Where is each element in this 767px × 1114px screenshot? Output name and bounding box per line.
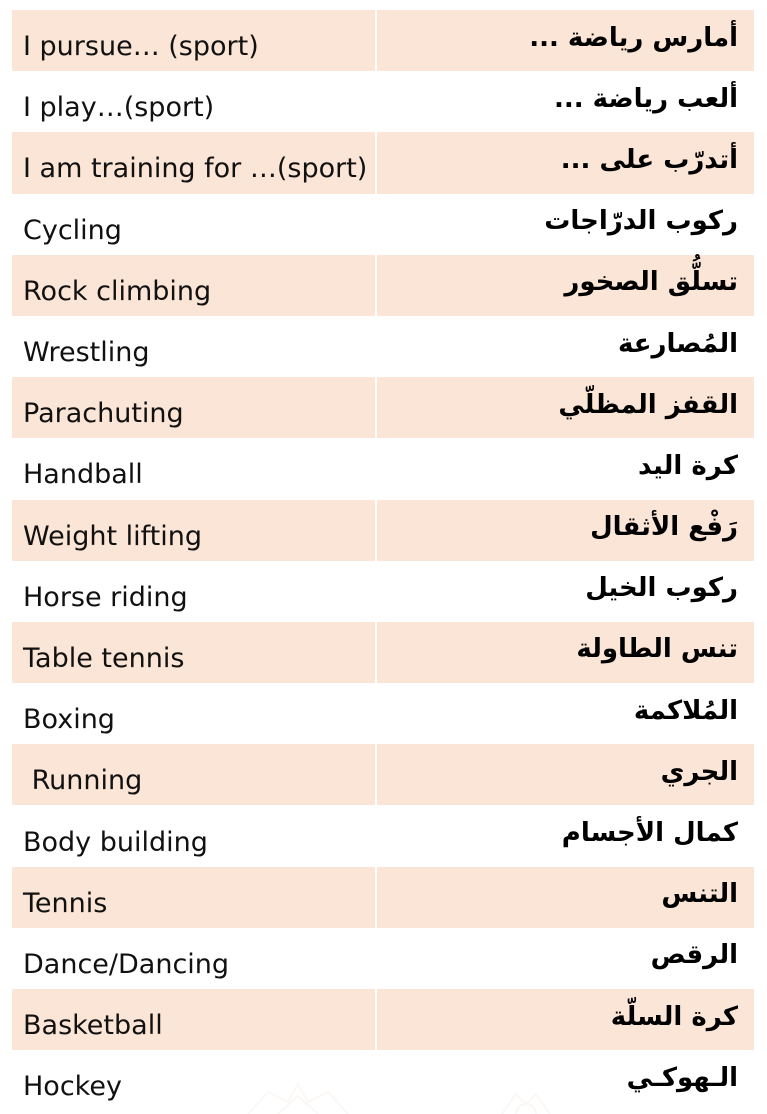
table-row bbox=[12, 500, 754, 561]
arabic-cell bbox=[376, 928, 754, 989]
ornament-watermark-icon bbox=[496, 1080, 556, 1114]
english-term: Body building bbox=[23, 826, 208, 858]
table-row bbox=[12, 194, 754, 255]
arabic-cell bbox=[376, 867, 754, 928]
english-term: Handball bbox=[23, 459, 143, 491]
table-row bbox=[12, 377, 754, 438]
arabic-cell bbox=[376, 438, 754, 499]
arabic-term: كرة السلّة bbox=[610, 1001, 738, 1032]
english-term: Dance/Dancing bbox=[23, 948, 230, 980]
arabic-cell bbox=[376, 132, 754, 193]
arabic-term: كمال الأجسام bbox=[561, 818, 738, 849]
table-row bbox=[12, 622, 754, 683]
table-row bbox=[12, 10, 754, 71]
arabic-term: ركوب الخيل bbox=[585, 573, 738, 604]
english-term: Tennis bbox=[23, 887, 108, 919]
english-cell bbox=[12, 928, 376, 989]
arabic-term: الجري bbox=[660, 756, 738, 787]
table-row bbox=[12, 683, 754, 744]
english-term: Rock climbing bbox=[23, 275, 212, 307]
arabic-cell bbox=[376, 1050, 754, 1111]
arabic-term: الـهوكـي bbox=[626, 1062, 738, 1093]
arabic-term: أتدرّب على ... bbox=[560, 144, 738, 175]
arabic-term: التنس bbox=[661, 879, 738, 910]
arabic-term: المُلاكمة bbox=[633, 695, 738, 726]
english-cell bbox=[12, 989, 376, 1050]
table-row bbox=[12, 805, 754, 866]
english-term: I play…(sport) bbox=[23, 92, 215, 124]
arabic-cell bbox=[376, 500, 754, 561]
english-cell bbox=[12, 194, 376, 255]
arabic-term: رَفْع الأثقال bbox=[590, 512, 738, 543]
table-row bbox=[12, 71, 754, 132]
table-row bbox=[12, 1050, 754, 1111]
arabic-term: تسلُّق الصخور bbox=[564, 267, 738, 298]
english-cell bbox=[12, 622, 376, 683]
arabic-cell bbox=[376, 255, 754, 316]
english-cell bbox=[12, 561, 376, 622]
english-term: Basketball bbox=[23, 1010, 163, 1042]
table-row bbox=[12, 438, 754, 499]
arabic-cell bbox=[376, 744, 754, 805]
english-term: I am training for …(sport) bbox=[23, 153, 368, 185]
table-row bbox=[12, 744, 754, 805]
table-row bbox=[12, 255, 754, 316]
english-cell bbox=[12, 316, 376, 377]
arabic-term: المُصارعة bbox=[618, 328, 738, 359]
english-cell bbox=[12, 71, 376, 132]
english-cell bbox=[12, 744, 376, 805]
arabic-cell bbox=[376, 194, 754, 255]
arabic-cell bbox=[376, 10, 754, 71]
table-row bbox=[12, 132, 754, 193]
english-cell bbox=[12, 867, 376, 928]
arabic-term: ألعب رياضة ... bbox=[554, 83, 738, 114]
english-term: Wrestling bbox=[23, 337, 150, 369]
english-cell bbox=[12, 500, 376, 561]
english-term: I pursue… (sport) bbox=[23, 31, 259, 63]
arabic-cell bbox=[376, 71, 754, 132]
english-cell bbox=[12, 132, 376, 193]
arabic-term: ركوب الدرّاجات bbox=[544, 206, 738, 237]
arabic-cell bbox=[376, 805, 754, 866]
english-term: Parachuting bbox=[23, 398, 184, 430]
sports-vocabulary-table bbox=[12, 10, 754, 1111]
arabic-term: كرة اليد bbox=[637, 450, 738, 481]
english-cell bbox=[12, 10, 376, 71]
arabic-term: القفز المظلّي bbox=[558, 389, 738, 420]
arabic-term: الرقص bbox=[650, 940, 738, 971]
english-cell bbox=[12, 438, 376, 499]
arabic-cell bbox=[376, 377, 754, 438]
english-term: Running bbox=[23, 765, 143, 797]
arabic-cell bbox=[376, 989, 754, 1050]
table-row bbox=[12, 867, 754, 928]
arabic-term: أمارس رياضة ... bbox=[529, 22, 738, 53]
table-row bbox=[12, 989, 754, 1050]
table-row bbox=[12, 316, 754, 377]
english-term: Hockey bbox=[23, 1071, 122, 1103]
arabic-cell bbox=[376, 622, 754, 683]
english-cell bbox=[12, 683, 376, 744]
arabic-cell bbox=[376, 683, 754, 744]
table-row bbox=[12, 561, 754, 622]
english-cell bbox=[12, 805, 376, 866]
table-row bbox=[12, 928, 754, 989]
arabic-cell bbox=[376, 561, 754, 622]
english-cell bbox=[12, 377, 376, 438]
arabic-term: تنس الطاولة bbox=[576, 634, 738, 665]
english-term: Horse riding bbox=[23, 581, 188, 613]
english-term: Cycling bbox=[23, 214, 122, 246]
english-term: Table tennis bbox=[23, 642, 185, 674]
ornament-watermark-icon bbox=[238, 1080, 358, 1114]
english-term: Boxing bbox=[23, 704, 115, 736]
english-cell bbox=[12, 255, 376, 316]
arabic-cell bbox=[376, 316, 754, 377]
english-term: Weight lifting bbox=[23, 520, 203, 552]
